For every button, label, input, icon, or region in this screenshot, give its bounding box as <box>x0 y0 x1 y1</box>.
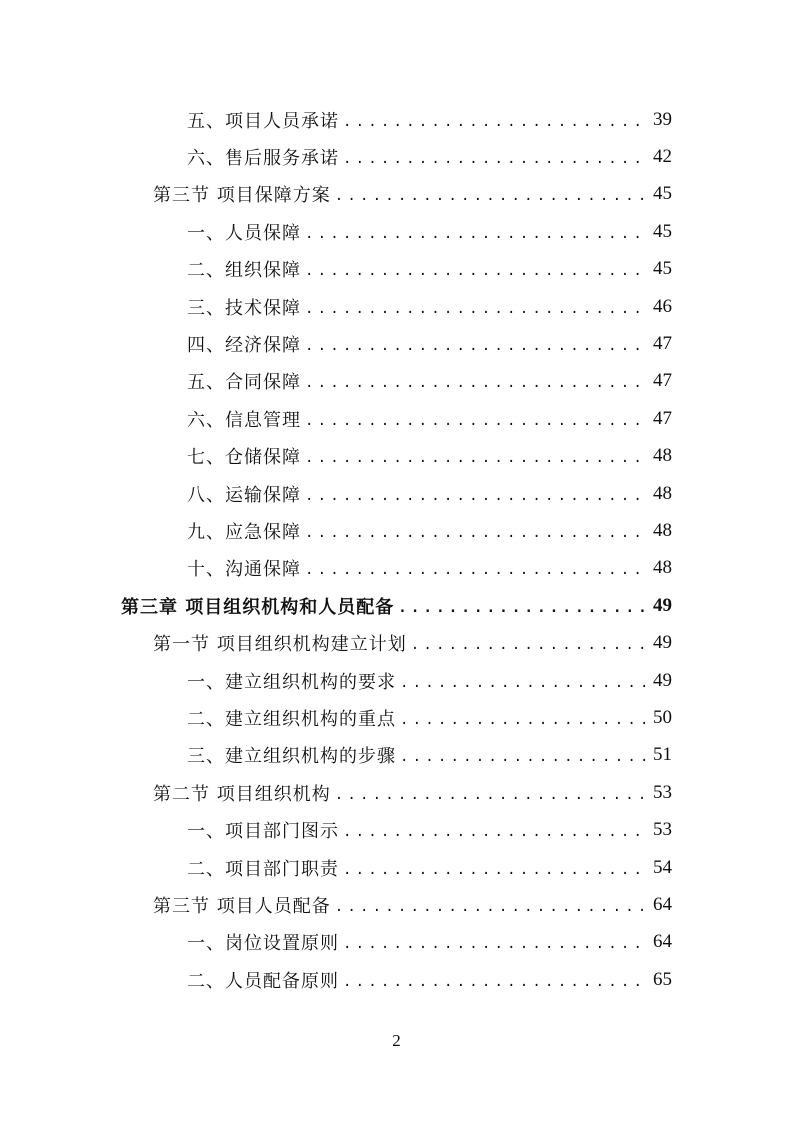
toc-entry[interactable] <box>0 737 793 774</box>
toc-entry-title: 六、售后服务承诺 <box>187 148 339 170</box>
toc-entry[interactable] <box>0 363 793 400</box>
toc-entry-page: 42 <box>653 146 672 168</box>
toc-entry-page: 64 <box>653 931 672 953</box>
toc-entry-title: 三、建立组织机构的步骤 <box>187 746 396 768</box>
toc-leader-dots <box>343 863 647 877</box>
toc-leader-dots <box>305 414 647 428</box>
toc-entry-title: 第三节 项目保障方案 <box>153 185 331 207</box>
toc-entry-page: 45 <box>653 183 672 205</box>
toc-leader-dots <box>343 152 647 166</box>
toc-entry[interactable] <box>0 662 793 699</box>
toc-entry-page: 65 <box>653 968 672 990</box>
toc-entry-page: 47 <box>653 370 672 392</box>
toc-entry-title: 五、合同保障 <box>187 372 301 394</box>
toc-entry-title: 八、运输保障 <box>187 484 301 506</box>
toc-entry-title: 七、仓储保障 <box>187 447 301 469</box>
toc-entry-title: 第二节 项目组织机构 <box>153 783 331 805</box>
toc-entry-page: 48 <box>653 482 672 504</box>
toc-entry-title: 二、建立组织机构的重点 <box>187 708 396 730</box>
toc-entry-page: 46 <box>653 295 672 317</box>
toc-entry[interactable] <box>0 400 793 437</box>
toc-entry-title: 一、项目部门图示 <box>187 821 339 843</box>
toc-leader-dots <box>335 900 647 914</box>
table-of-contents <box>0 101 793 998</box>
toc-entry[interactable] <box>0 138 793 175</box>
toc-entry-page: 49 <box>653 669 672 691</box>
toc-entry-page: 54 <box>653 856 672 878</box>
toc-leader-dots <box>335 788 647 802</box>
toc-entry-title: 一、人员保障 <box>187 222 301 244</box>
toc-entry[interactable] <box>0 213 793 250</box>
toc-entry[interactable] <box>0 699 793 736</box>
toc-entry-title: 十、沟通保障 <box>187 559 301 581</box>
toc-leader-dots <box>305 451 647 465</box>
toc-entry-section[interactable] <box>0 176 793 213</box>
toc-leader-dots <box>398 601 647 615</box>
toc-entry-chapter[interactable] <box>0 587 793 624</box>
toc-entry[interactable] <box>0 811 793 848</box>
toc-entry-page: 48 <box>653 519 672 541</box>
toc-entry-title: 二、人员配备原则 <box>187 970 339 992</box>
toc-entry-page: 47 <box>653 407 672 429</box>
toc-leader-dots <box>305 563 647 577</box>
toc-entry-page: 45 <box>653 220 672 242</box>
toc-leader-dots <box>305 302 647 316</box>
toc-entry[interactable] <box>0 288 793 325</box>
toc-leader-dots <box>343 937 647 951</box>
toc-leader-dots <box>305 376 647 390</box>
toc-entry-title: 第三章 项目组织机构和人员配备 <box>121 596 395 618</box>
toc-entry[interactable] <box>0 438 793 475</box>
toc-entry-page: 53 <box>653 819 672 841</box>
toc-leader-dots <box>400 750 647 764</box>
toc-leader-dots <box>305 339 647 353</box>
toc-entry-title: 五、项目人员承诺 <box>187 110 339 132</box>
toc-entry[interactable] <box>0 924 793 961</box>
toc-entry-page: 39 <box>653 108 672 130</box>
toc-leader-dots <box>305 526 647 540</box>
toc-entry[interactable] <box>0 849 793 886</box>
toc-entry-title: 二、组织保障 <box>187 260 301 282</box>
toc-entry-page: 49 <box>653 594 672 616</box>
toc-entry[interactable] <box>0 550 793 587</box>
toc-leader-dots <box>343 975 647 989</box>
toc-entry-title: 四、经济保障 <box>187 335 301 357</box>
toc-entry[interactable] <box>0 251 793 288</box>
toc-entry-title: 三、技术保障 <box>187 297 301 319</box>
toc-entry-section[interactable] <box>0 886 793 923</box>
toc-entry-section[interactable] <box>0 774 793 811</box>
toc-leader-dots <box>305 264 647 278</box>
toc-entry-title: 二、项目部门职责 <box>187 858 339 880</box>
toc-entry-title: 第三节 项目人员配备 <box>153 895 331 917</box>
toc-entry-title: 六、信息管理 <box>187 409 301 431</box>
toc-entry[interactable] <box>0 475 793 512</box>
toc-entry-title: 九、应急保障 <box>187 521 301 543</box>
toc-leader-dots <box>400 713 647 727</box>
toc-entry-page: 51 <box>653 744 672 766</box>
toc-leader-dots <box>411 638 647 652</box>
toc-entry-title: 一、岗位设置原则 <box>187 933 339 955</box>
toc-entry-page: 64 <box>653 893 672 915</box>
toc-leader-dots <box>343 825 647 839</box>
toc-leader-dots <box>305 489 647 503</box>
toc-leader-dots <box>305 227 647 241</box>
toc-leader-dots <box>335 189 647 203</box>
page-number: 2 <box>392 1031 401 1050</box>
toc-entry-section[interactable] <box>0 624 793 661</box>
toc-entry-title: 第一节 项目组织机构建立计划 <box>153 634 407 656</box>
toc-entry-page: 50 <box>653 706 672 728</box>
toc-entry-page: 53 <box>653 781 672 803</box>
toc-entry-page: 48 <box>653 557 672 579</box>
toc-entry-page: 49 <box>653 632 672 654</box>
toc-entry-page: 47 <box>653 333 672 355</box>
toc-entry[interactable] <box>0 961 793 998</box>
toc-entry[interactable] <box>0 101 793 138</box>
toc-entry[interactable] <box>0 512 793 549</box>
toc-entry-title: 一、建立组织机构的要求 <box>187 671 396 693</box>
toc-entry-page: 45 <box>653 258 672 280</box>
toc-entry-page: 48 <box>653 445 672 467</box>
toc-entry[interactable] <box>0 325 793 362</box>
toc-leader-dots <box>343 115 647 129</box>
toc-leader-dots <box>400 676 647 690</box>
